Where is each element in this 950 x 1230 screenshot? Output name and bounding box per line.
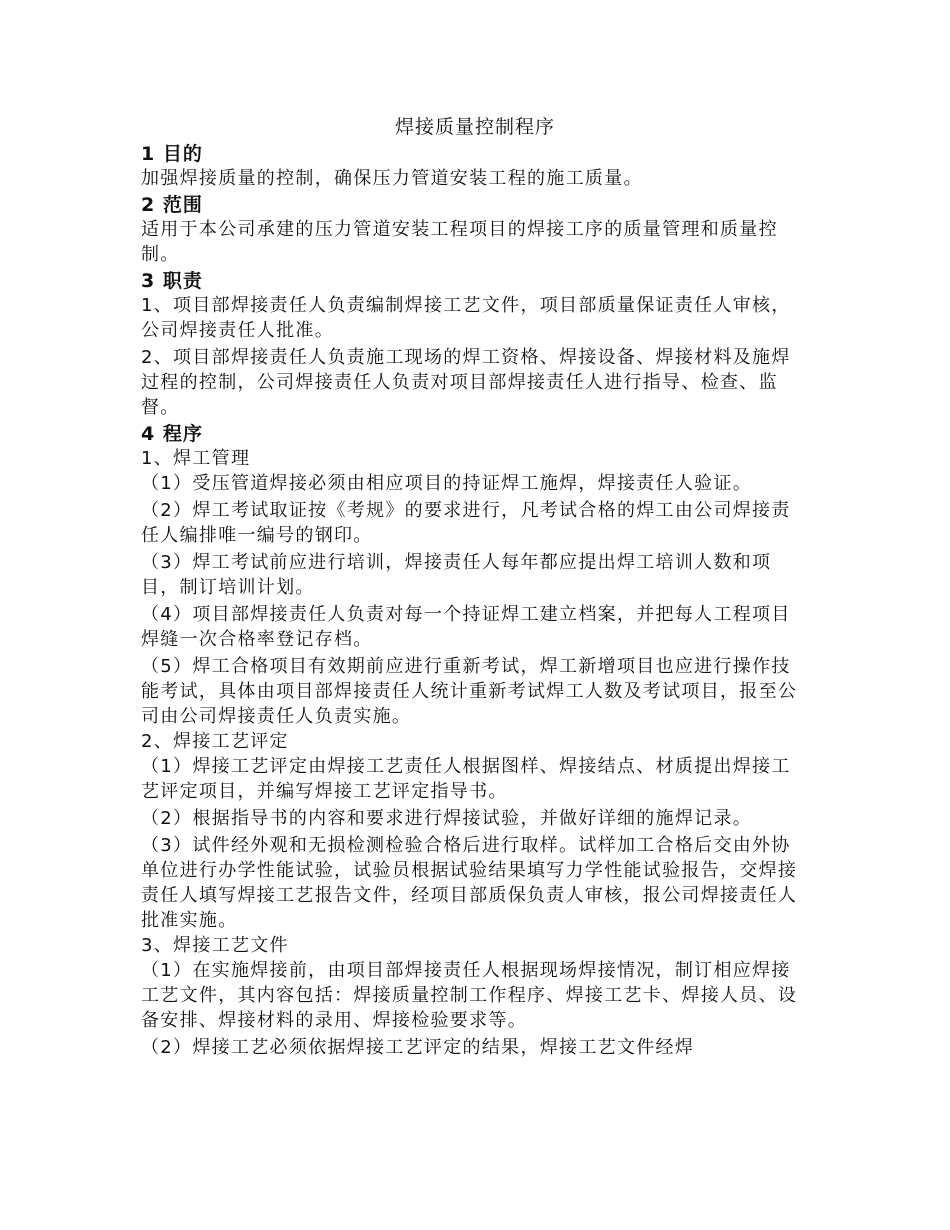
subsection-heading: 1、焊工管理 (141, 448, 251, 469)
paragraph: （1）在实施焊接前，由项目部焊接责任人根据现场焊接情况，制订相应焊接工艺文件，其内容包括：焊接质量控制工作程序、焊接工艺卡、焊接人员、设备安排、焊接材料的录用、焊接检验要求等。 (141, 960, 798, 1031)
paragraph: （3）试件经外观和无损检测检验合格后进行取样。试样加工合格后交由外协单位进行办学性能试验，试验员根据试验结果填写力学性能试验报告，交焊接责任人填写焊接工艺报告文件，经项目部质保负责人审核，报公司焊接责任人批准实施。 (141, 835, 798, 931)
section-heading: 4 程序 (141, 423, 203, 445)
document-body (141, 140, 801, 1060)
subsection-heading: 3、焊接工艺文件 (141, 935, 289, 956)
paragraph: 2、项目部焊接责任人负责施工现场的焊工资格、焊接设备、焊接材料及施焊过程的控制，公司焊接责任人负责对项目部焊接责任人进行指导、检查、监督。 (141, 347, 791, 418)
paragraph: （2）根据指导书的内容和要求进行焊接试验，并做好详细的施焊记录。 (141, 808, 753, 829)
paragraph: （2）焊工考试取证按《考规》的要求进行，凡考试合格的焊工由公司焊接责任人编排唯一编号的钢印。 (141, 500, 791, 546)
paragraph: （4）项目部焊接责任人负责对每一个持证焊工建立档案，并把每人工程项目焊缝一次合格率登记存档。 (141, 604, 791, 650)
section-heading: 3 职责 (141, 270, 203, 292)
paragraph: （1）焊接工艺评定由焊接工艺责任人根据图样、焊接结点、材质提出焊接工艺评定项目，并编写焊接工艺评定指导书。 (141, 756, 791, 802)
paragraph: （3）焊工考试前应进行培训，焊接责任人每年都应提出焊工培训人数和项目，制订培训计划。 (141, 552, 772, 598)
subsection-heading: 2、焊接工艺评定 (141, 731, 289, 752)
paragraph: （5）焊工合格项目有效期前应进行重新考试，焊工新增项目也应进行操作技能考试，具体由项目部焊接责任人统计重新考试焊工人数及考试项目，报至公司由公司焊接责任人负责实施。 (141, 656, 798, 727)
paragraph: 适用于本公司承建的压力管道安装工程项目的焊接工序的质量管理和质量控制。 (141, 219, 778, 265)
paragraph: 加强焊接质量的控制，确保压力管道安装工程的施工质量。 (141, 168, 643, 189)
document-title: 焊接质量控制程序 (394, 116, 555, 138)
section-heading: 1 目的 (141, 143, 203, 165)
paragraph: （2）焊接工艺必须依据焊接工艺评定的结果，焊接工艺文件经焊 (141, 1037, 695, 1058)
paragraph: （1）受压管道焊接必须由相应项目的持证焊工施焊，焊接责任人验证。 (141, 473, 753, 494)
paragraph: 1、项目部焊接责任人负责编制焊接工艺文件，项目部质量保证责任人审核，公司焊接责任人批准。 (141, 295, 791, 341)
section-heading: 2 范围 (141, 194, 203, 216)
